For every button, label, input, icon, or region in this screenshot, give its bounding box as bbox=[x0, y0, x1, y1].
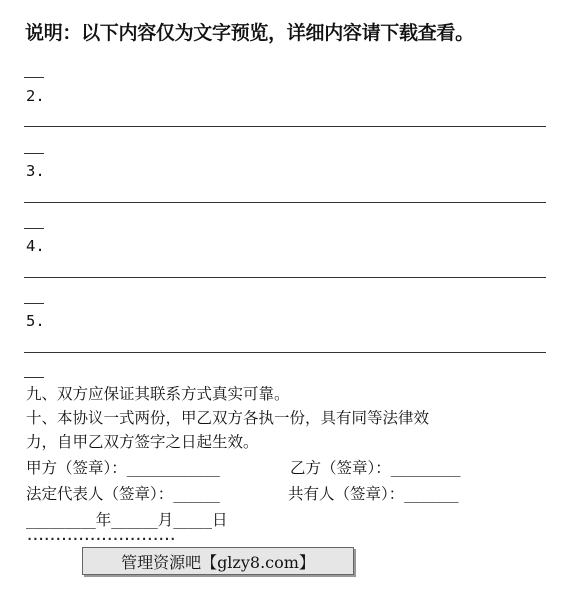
underline-stub bbox=[24, 153, 44, 154]
item-number-5: 5. bbox=[26, 312, 45, 330]
underline-stub bbox=[24, 377, 44, 378]
clause-ten-line-1: 十、本协议一式两份，甲乙双方各执一份，具有同等法律效 bbox=[26, 409, 430, 427]
preview-notice: 说明：以下内容仅为文字预览，详细内容请下载查看。 bbox=[25, 22, 474, 44]
fill-in-line bbox=[24, 202, 546, 203]
source-badge-label: 管理资源吧【glzy8.com】 bbox=[121, 552, 315, 572]
fill-in-line bbox=[24, 126, 546, 127]
underline-stub bbox=[24, 303, 44, 304]
clause-nine: 九、双方应保证其联系方式真实可靠。 bbox=[26, 385, 290, 403]
clause-ten-line-2: 力，自甲乙双方签字之日起生效。 bbox=[26, 433, 259, 451]
fill-in-line bbox=[24, 277, 546, 278]
source-badge bbox=[82, 547, 354, 575]
co-owner-signature: 共有人（签章）：_______ bbox=[288, 485, 459, 503]
party-a-signature: 甲方（签章）：____________ bbox=[26, 459, 220, 477]
dotted-separator: ·························· bbox=[26, 532, 175, 546]
fill-in-line bbox=[24, 352, 546, 353]
underline-stub bbox=[24, 228, 44, 229]
item-number-4: 4. bbox=[26, 237, 45, 255]
item-number-2: 2. bbox=[26, 87, 45, 105]
item-number-3: 3. bbox=[26, 162, 45, 180]
party-b-signature: 乙方（签章）：_________ bbox=[290, 459, 461, 477]
signing-date: _________年______月_____日 bbox=[26, 511, 228, 529]
underline-stub bbox=[24, 77, 44, 78]
legal-representative-signature: 法定代表人（签章）：______ bbox=[26, 485, 220, 503]
